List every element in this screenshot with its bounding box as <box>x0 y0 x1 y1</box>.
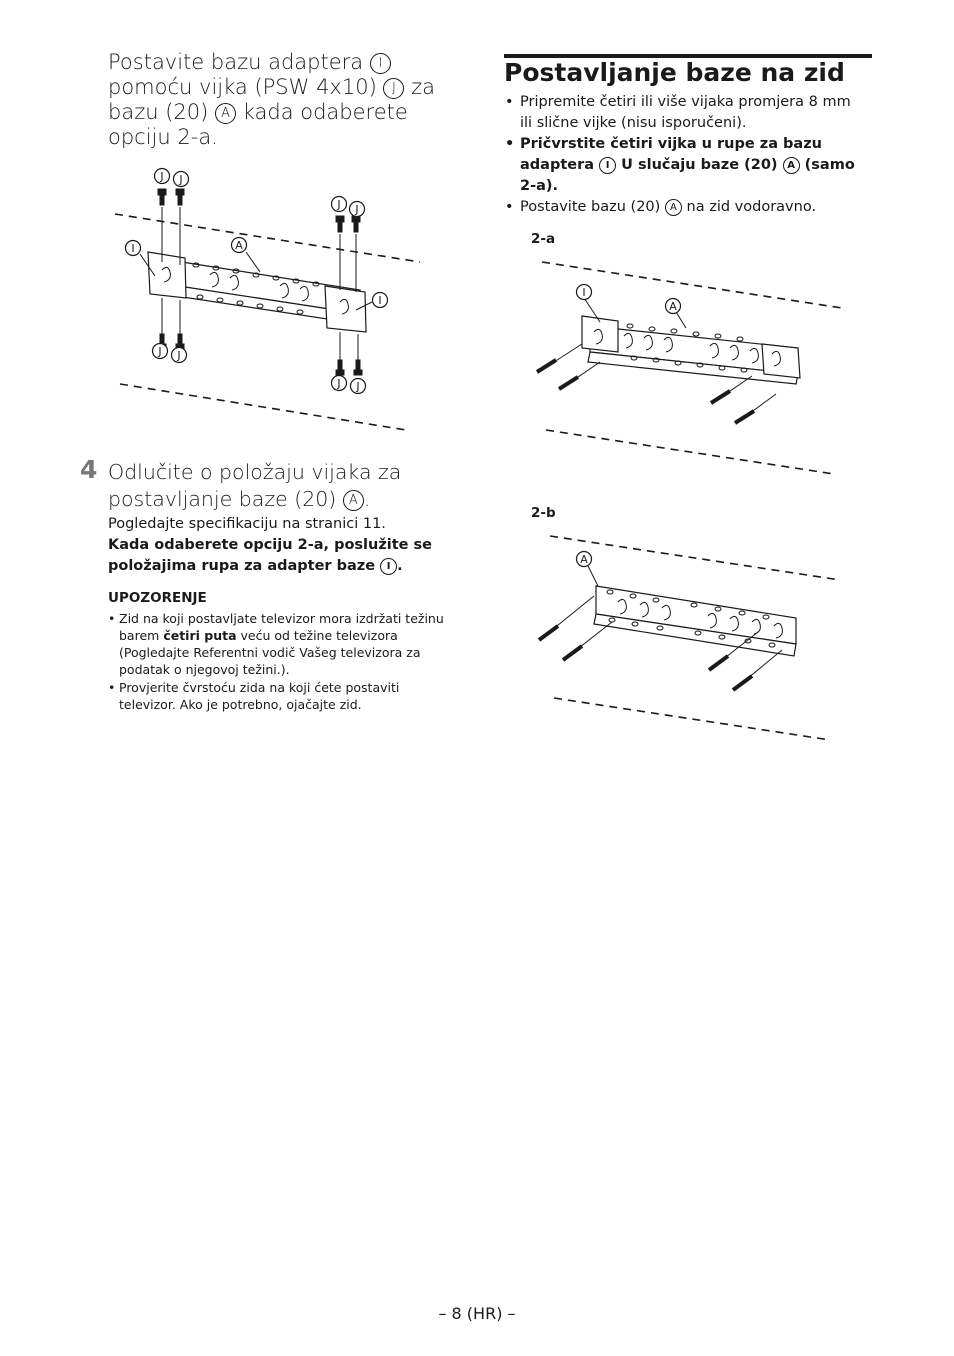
figure-label-2a: 2-a <box>531 231 556 247</box>
adapter-marker-icon: I <box>599 157 616 174</box>
screw-marker-icon: J <box>383 78 404 99</box>
svg-text:A: A <box>669 300 677 313</box>
base-marker-icon: A <box>783 157 800 174</box>
adapter-attachment-illustration <box>110 162 430 437</box>
step-number: 4 <box>80 455 98 484</box>
svg-text:I: I <box>582 286 586 299</box>
warning-box <box>108 590 458 714</box>
adapter-marker-icon: I <box>370 53 391 74</box>
page-number: – 8 (HR) – <box>438 1304 516 1323</box>
base-marker-icon: A <box>215 103 236 124</box>
step-4-title: Odlučite o položaju vijaka za postavljanje baze (20) A . <box>108 460 402 511</box>
wall-mount-2b-illustration <box>530 530 850 745</box>
list-item: • Pripremite četiri ili više vijaka promjera 8 mm ili slične vijke (nisu isporučeni). <box>504 92 864 134</box>
list-item: • Pričvrstite četiri vijka u rupe za bazu adaptera I U slučaju baze (20) A (samo 2-a). <box>504 134 864 197</box>
svg-text:J: J <box>355 203 359 216</box>
svg-text:J: J <box>179 173 183 186</box>
step-3-instruction: Postavite bazu adaptera I pomoću vijka (PSW 4x10) J za bazu (20) A kada odaberete opciju 2-a. <box>108 50 436 149</box>
svg-text:I: I <box>378 294 382 307</box>
adapter-marker-icon: I <box>380 558 397 575</box>
warning-item: • Zid na koji postavljate televizor mora izdržati težinu barem četiri puta veću od težine televizora (Pogledajte Referentni vodič Vašeg televizora za podatak o njegovoj težini.). <box>108 610 458 678</box>
wall-mount-2a-illustration <box>530 256 850 478</box>
warning-item: • Provjerite čvrstoću zida na koji ćete postaviti televizor. Ako je potrebno, ojačajte zid. <box>108 679 458 713</box>
section-title: Postavljanje baze na zid <box>504 58 845 87</box>
svg-text:A: A <box>580 553 588 566</box>
svg-text:I: I <box>131 242 135 255</box>
svg-text:J: J <box>160 170 164 183</box>
svg-text:J: J <box>158 345 162 358</box>
list-item: • Postavite bazu (20) A na zid vodoravno. <box>504 197 864 218</box>
svg-text:J: J <box>177 349 181 362</box>
figure-label-2b: 2-b <box>531 505 556 521</box>
base-marker-icon: A <box>665 199 682 216</box>
step-4-body: Pogledajte specifikaciju na stranici 11. Kada odaberete opciju 2-a, poslužite se položajima rupa za adapter baze I . <box>108 516 433 574</box>
svg-text:A: A <box>235 239 243 252</box>
svg-text:J: J <box>356 380 360 393</box>
svg-text:J: J <box>337 377 341 390</box>
warning-heading: UPOZORENJE <box>108 590 207 606</box>
base-marker-icon: A <box>343 490 364 511</box>
svg-text:J: J <box>337 198 341 211</box>
instruction-list <box>504 92 864 218</box>
